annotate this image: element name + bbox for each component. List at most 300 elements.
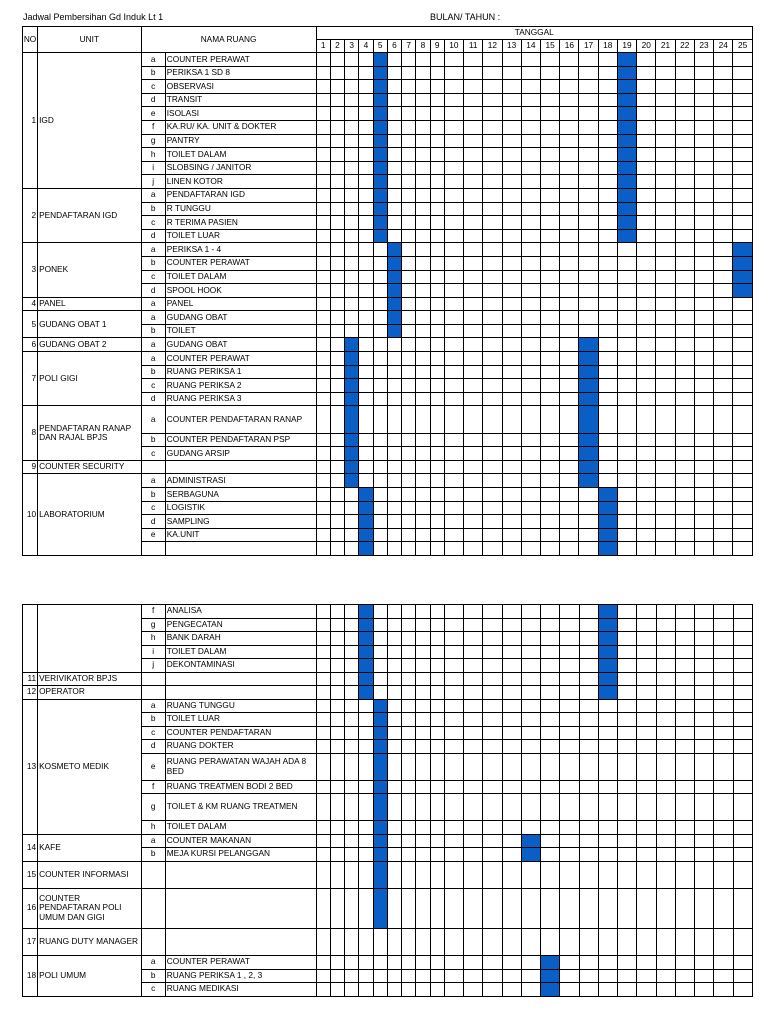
schedule-cell [579,311,598,325]
schedule-cell [598,352,617,366]
schedule-cell [316,175,330,189]
schedule-cell [416,794,430,821]
schedule-cell [402,969,416,983]
schedule-cell-filled [617,93,636,107]
schedule-cell [598,433,617,447]
schedule-cell [402,672,416,686]
schedule-cell [345,983,359,997]
schedule-cell [402,53,416,67]
schedule-cell [416,256,430,270]
schedule-cell [579,969,598,983]
schedule-cell [316,365,330,379]
schedule-cell [330,202,344,216]
schedule-cell [387,66,401,80]
schedule-cell-filled [579,379,598,393]
schedule-cell [579,216,598,230]
schedule-cell [359,821,373,835]
schedule-cell [444,605,463,619]
schedule-cell [540,379,559,393]
room-letter: b [141,848,165,862]
schedule-cell [402,216,416,230]
schedule-cell [540,188,559,202]
schedule-cell [637,474,656,488]
room-letter: b [141,66,165,80]
schedule-cell [464,794,483,821]
schedule-cell [733,365,753,379]
unit-number: 16 [23,888,38,929]
unit-name: VERIVIKATOR BPJS [38,672,142,686]
schedule-cell [598,229,617,243]
schedule-cell [502,501,521,515]
schedule-cell [733,120,753,134]
schedule-cell [430,107,444,121]
room-name: ADMINISTRASI [165,474,316,488]
schedule-cell-filled [733,243,753,257]
schedule-cell [345,753,359,780]
schedule-cell [714,311,733,325]
schedule-cell [330,324,344,338]
schedule-cell [483,699,502,713]
schedule-cell-filled [733,270,753,284]
schedule-cell [560,270,579,284]
schedule-cell [694,256,713,270]
schedule-cell [444,433,463,447]
schedule-cell [345,632,359,646]
schedule-cell [521,474,540,488]
schedule-cell [637,645,656,659]
schedule-cell [695,726,714,740]
schedule-cell [416,821,430,835]
schedule-cell-filled [579,460,598,474]
schedule-cell [637,188,656,202]
schedule-cell [656,256,675,270]
schedule-cell [694,120,713,134]
schedule-cell [345,297,359,311]
schedule-cell [521,659,540,673]
room-name: SPOOL HOOK [165,284,316,298]
schedule-cell [316,107,330,121]
schedule-cell [430,699,444,713]
schedule-cell [675,297,694,311]
schedule-cell [502,379,521,393]
schedule-cell [430,120,444,134]
schedule-cell [444,528,463,542]
schedule-cell [464,474,483,488]
schedule-cell [540,229,559,243]
schedule-cell [714,53,733,67]
schedule-cell [521,956,540,970]
schedule-cell [387,528,401,542]
schedule-cell [345,686,359,700]
schedule-cell [540,406,559,433]
schedule-cell [359,433,373,447]
schedule-cell [502,528,521,542]
schedule-cell [387,929,401,956]
schedule-cell [387,542,401,556]
unit-name: PENDAFTARAN IGD [38,188,142,242]
schedule-cell [579,93,598,107]
schedule-cell [402,542,416,556]
schedule-cell [675,659,694,673]
schedule-cell [733,983,753,997]
schedule-cell [598,699,617,713]
schedule-cell [330,794,344,821]
room-name: TOILET [165,324,316,338]
schedule-cell [560,53,579,67]
schedule-cell [560,780,579,794]
schedule-cell [694,270,713,284]
schedule-cell [316,474,330,488]
schedule-cell [483,780,502,794]
schedule-cell [637,780,656,794]
schedule-cell [464,297,483,311]
schedule-cell [359,699,373,713]
schedule-cell [598,80,617,94]
schedule-cell [502,542,521,556]
schedule-cell [656,433,675,447]
schedule-cell [560,794,579,821]
schedule-cell [483,243,502,257]
schedule-cell [483,134,502,148]
room-letter: d [141,284,165,298]
schedule-cell [521,324,540,338]
schedule-cell [316,66,330,80]
schedule-cell [560,202,579,216]
schedule-cell [675,406,694,433]
schedule-cell [416,392,430,406]
schedule-cell [444,956,463,970]
schedule-cell-filled [617,148,636,162]
schedule-cell [416,447,430,461]
schedule-cell [373,297,387,311]
schedule-cell [330,379,344,393]
schedule-cell [316,284,330,298]
schedule-cell [359,256,373,270]
schedule-cell [430,956,444,970]
schedule-cell [617,528,636,542]
schedule-cell [598,188,617,202]
schedule-cell [430,216,444,230]
schedule-cell-filled [579,447,598,461]
schedule-cell [656,120,675,134]
schedule-cell [694,338,713,352]
schedule-cell [330,488,344,502]
schedule-cell [345,888,359,929]
schedule-cell [345,821,359,835]
schedule-cell [637,488,656,502]
schedule-cell [733,618,753,632]
schedule-cell [675,956,694,970]
schedule-cell [733,605,753,619]
schedule-cell [316,501,330,515]
room-letter: b [141,713,165,727]
schedule-cell [387,699,401,713]
schedule-cell [387,861,401,888]
schedule-cell-filled [598,672,617,686]
schedule-cell [345,120,359,134]
schedule-cell [521,753,540,780]
schedule-cell [675,120,694,134]
schedule-cell [464,956,483,970]
schedule-cell [483,929,502,956]
schedule-cell [444,848,463,862]
schedule-cell [502,243,521,257]
room-name: PANTRY [165,134,316,148]
schedule-cell [444,713,463,727]
schedule-cell [483,107,502,121]
schedule-cell [637,134,656,148]
schedule-cell [617,433,636,447]
schedule-cell [521,406,540,433]
schedule-cell [618,726,637,740]
schedule-cell-filled [373,229,387,243]
room-letter [141,460,165,474]
schedule-cell [618,929,637,956]
schedule-cell [464,270,483,284]
schedule-cell [387,821,401,835]
schedule-cell [373,983,387,997]
schedule-cell [430,134,444,148]
schedule-cell [373,969,387,983]
schedule-cell [656,956,675,970]
schedule-cell [444,80,463,94]
schedule-cell [598,983,617,997]
schedule-cell [316,542,330,556]
schedule-cell [733,148,753,162]
schedule-cell [483,834,502,848]
schedule-cell-filled [541,983,560,997]
room-name: RUANG PERIKSA 2 [165,379,316,393]
schedule-cell [694,460,713,474]
schedule-cell-filled [359,515,373,529]
schedule-cell [560,243,579,257]
schedule-cell [416,956,430,970]
schedule-cell [637,365,656,379]
schedule-cell [637,460,656,474]
schedule-cell [521,501,540,515]
schedule-cell [598,848,617,862]
schedule-cell [617,297,636,311]
schedule-cell [675,888,694,929]
schedule-cell [402,659,416,673]
schedule-cell [345,834,359,848]
schedule-cell [483,202,502,216]
schedule-cell [359,175,373,189]
schedule-cell [714,379,733,393]
schedule-cell [430,834,444,848]
day-header: 11 [464,40,483,53]
schedule-cell [402,753,416,780]
schedule-cell [330,188,344,202]
schedule-cell [579,515,598,529]
schedule-cell [637,297,656,311]
schedule-cell [637,699,656,713]
schedule-cell [675,107,694,121]
schedule-cell [637,311,656,325]
schedule-cell [598,256,617,270]
schedule-cell [444,256,463,270]
schedule-cell [330,175,344,189]
schedule-cell [521,284,540,298]
schedule-cell [444,834,463,848]
schedule-cell [656,243,675,257]
schedule-cell [464,501,483,515]
schedule-cell [483,256,502,270]
schedule-cell [402,618,416,632]
schedule-cell [483,379,502,393]
schedule-cell [483,672,502,686]
schedule-cell [579,297,598,311]
schedule-cell [345,645,359,659]
room-letter: g [141,794,165,821]
room-name: PANEL [165,297,316,311]
schedule-cell [316,406,330,433]
schedule-cell [695,983,714,997]
schedule-cell [464,969,483,983]
schedule-cell [560,107,579,121]
schedule-cell [733,80,753,94]
schedule-cell [540,297,559,311]
schedule-cell [694,134,713,148]
schedule-cell [345,161,359,175]
schedule-cell [444,632,463,646]
schedule-cell [694,107,713,121]
schedule-cell [316,488,330,502]
schedule-cell [675,686,694,700]
schedule-cell [560,618,579,632]
schedule-cell [416,107,430,121]
schedule-cell [521,542,540,556]
schedule-cell [444,107,463,121]
schedule-cell [560,93,579,107]
schedule-cell [330,243,344,257]
schedule-cell [521,379,540,393]
schedule-cell [521,392,540,406]
schedule-cell [637,243,656,257]
schedule-cell [444,861,463,888]
unit-number: 13 [23,699,38,834]
schedule-cell [733,888,753,929]
room-letter: f [141,120,165,134]
schedule-cell [444,686,463,700]
unit-number: 9 [23,460,38,474]
schedule-cell [617,365,636,379]
schedule-cell [598,406,617,433]
schedule-cell-filled [387,243,401,257]
schedule-cell [617,542,636,556]
schedule-cell [502,406,521,433]
schedule-cell [694,188,713,202]
schedule-cell [521,618,540,632]
schedule-cell [521,243,540,257]
schedule-cell [464,229,483,243]
schedule-cell [560,352,579,366]
schedule-cell-filled [345,460,359,474]
schedule-cell [345,324,359,338]
schedule-cell [675,175,694,189]
schedule-cell [694,433,713,447]
schedule-cell [637,256,656,270]
schedule-cell [402,632,416,646]
schedule-cell [618,618,637,632]
schedule-cell [637,379,656,393]
room-letter: g [141,134,165,148]
schedule-cell [675,243,694,257]
schedule-cell [444,406,463,433]
day-header: 20 [637,40,656,53]
schedule-cell [521,515,540,529]
day-header: 6 [387,40,401,53]
unit-number: 18 [23,956,38,997]
schedule-cell [483,740,502,754]
schedule-cell [444,929,463,956]
schedule-cell [464,888,483,929]
schedule-cell [387,379,401,393]
schedule-cell [464,740,483,754]
schedule-cell [345,618,359,632]
schedule-cell [359,229,373,243]
schedule-cell [502,713,521,727]
schedule-cell [521,888,540,929]
schedule-cell [598,794,617,821]
schedule-cell [402,447,416,461]
schedule-cell-filled [373,780,387,794]
schedule-cell [733,352,753,366]
schedule-cell [483,983,502,997]
schedule-cell [598,392,617,406]
schedule-cell [675,379,694,393]
schedule-cell [345,969,359,983]
schedule-cell [675,352,694,366]
schedule-cell [560,632,579,646]
schedule-cell [430,686,444,700]
schedule-cell [330,134,344,148]
schedule-cell-filled [373,175,387,189]
schedule-cell-filled [579,338,598,352]
unit-name: RUANG DUTY MANAGER [38,929,142,956]
schedule-cell [464,80,483,94]
schedule-cell [430,969,444,983]
schedule-cell [733,528,753,542]
schedule-cell [316,632,330,646]
schedule-cell-filled [373,161,387,175]
schedule-cell [430,365,444,379]
schedule-cell [402,848,416,862]
schedule-cell [714,834,733,848]
schedule-cell [464,753,483,780]
schedule-cell [541,740,560,754]
schedule-cell [694,406,713,433]
schedule-cell [560,753,579,780]
schedule-cell-filled [541,969,560,983]
schedule-cell [714,229,733,243]
schedule-cell [579,605,598,619]
schedule-cell [330,618,344,632]
schedule-cell [359,311,373,325]
schedule-cell [373,515,387,529]
unit-name: COUNTER PENDAFTARAN POLI UMUM DAN GIGI [38,888,142,929]
schedule-cell [502,175,521,189]
schedule-cell [540,256,559,270]
schedule-cell [502,969,521,983]
schedule-cell-filled [373,821,387,835]
schedule-cell [560,148,579,162]
schedule-cell [579,148,598,162]
schedule-cell [637,406,656,433]
schedule-cell [316,645,330,659]
schedule-cell [430,80,444,94]
schedule-cell [430,821,444,835]
